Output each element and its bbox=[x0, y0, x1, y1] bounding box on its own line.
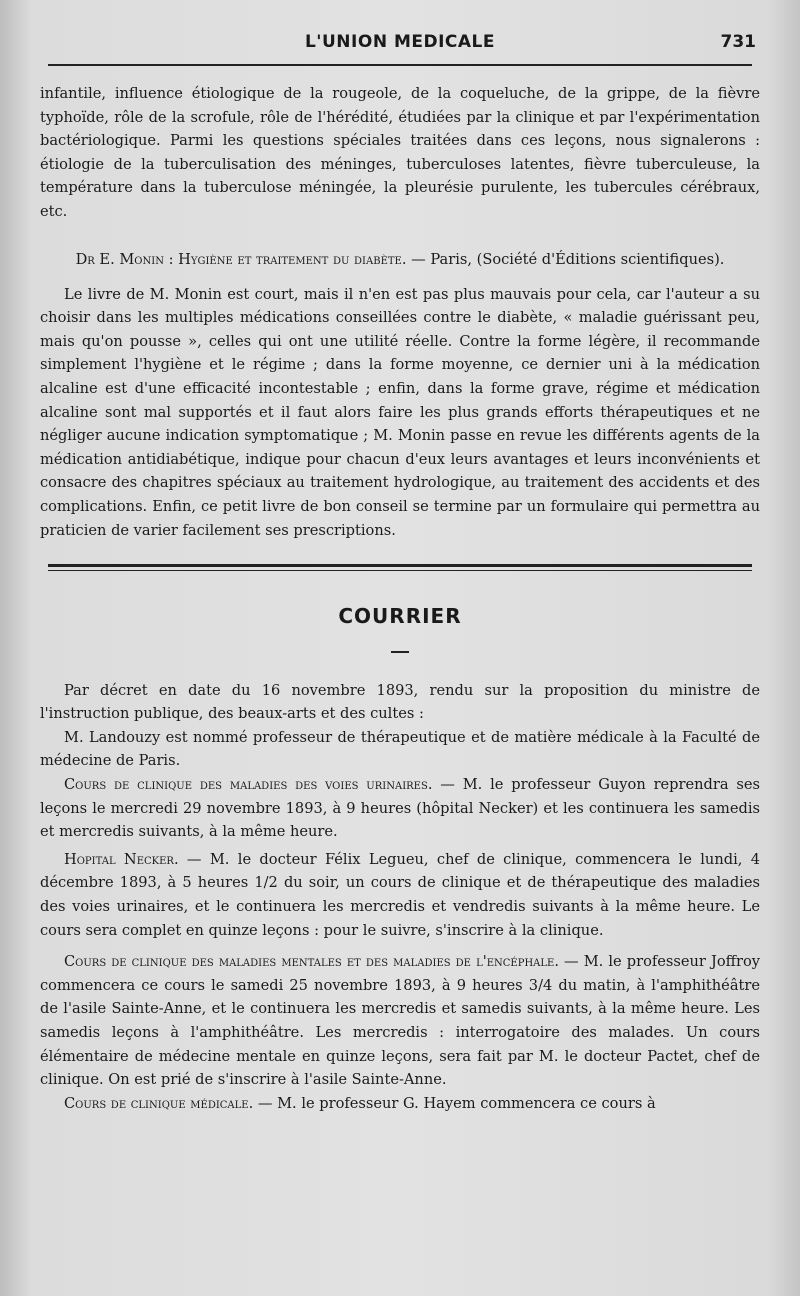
news-item-text: — M. le docteur Félix Legueu, chef de clinique, commencera le lundi, 4 décembre 1893, à 5 heures 1/2 du soir, un cours de clinique et de thérapeutique des maladies des voies urinaires, et le continuera les mercredis et vendredis suivants à la même heure. Le cours sera complet en quinze leçons : pour le suivre, s'inscrire à la clinique. bbox=[40, 850, 760, 939]
review-author: Dr E. Monin : bbox=[75, 250, 174, 268]
news-item-head: Cours de clinique des maladies des voies urinaires. bbox=[64, 776, 433, 794]
intro-paragraph: infantile, influence étiologique de la rougeole, de la coqueluche, de la grippe, de la fièvre typhoïde, rôle de la scrofule, rôle de l'hérédité, étudiées par la clinique et par l'expérimentation bactériologique. Parmi les questions spéciales traitées dans ces leçons, nous signalerons : étiologie de la tuberculisation des méninges, tuberculoses latentes, fièvre tuberculeuse, la température dans la tuberculose méningée, la pleurésie purulente, les tubercules cérébraux, etc. bbox=[40, 85, 760, 220]
review-publisher: — Paris, (Société d'Éditions scientifiques). bbox=[411, 250, 725, 268]
news-item-text: — M. le professeur Joffroy commencera ce cours le samedi 25 novembre 1893, à 9 heures 3/4 du matin, à l'amphithéâtre de l'asile Sainte-Anne, et le continuera les mercredis et samedis suivants, à la même heure. Les samedis leçons à l'amphithéâtre. Les mercredis : interrogatoire des malades. Un cours élémentaire de médecine mentale en quinze leçons, sera fait par M. le docteur Pactet, chef de clinique. On est prié de s'inscrire à l'asile Sainte-Anne. bbox=[40, 953, 760, 1089]
review-paragraph: Le livre de M. Monin est court, mais il n'en est pas plus mauvais pour cela, car l'auteur a su choisir dans les multiples médications conseillées contre le diabète, « maladie guérissant peu, mais qu'on pousse », celles qui ont une utilité réelle. Contre la forme légère, il recommande simplement l'hygiène et le régime ; dans la forme moyenne, ce dernier uni à la médication alcaline est d'une efficacité incontestable ; enfin, dans la forme grave, régime et médication alcaline sont mal supportés et il faut alors faire les plus grands efforts thérapeutiques et ne négliger aucune indication symptomatique ; M. Monin passe en revue les différents agents de la médication antidiabétique, indique pour chacun d'eux leurs avantages et leurs inconvénients et consacre des chapitres spéciaux au traitement hydrologique, au traitement des accidents et des complications. Enfin, ce petit livre de bon conseil se termine par un formulaire qui permettra au praticien de varier facilement ses prescriptions. bbox=[40, 285, 760, 539]
news-item bbox=[40, 1092, 760, 1116]
news-item bbox=[40, 773, 760, 844]
section-divider bbox=[48, 564, 752, 571]
news-item-text: — M. le professeur Guyon reprendra ses leçons le mercredi 29 novembre 1893, à 9 heures (hôpital Necker) et les continuera les samedis et mercredis suivants, à la même heure. bbox=[40, 776, 761, 841]
news-item bbox=[40, 848, 760, 942]
news-item-head: Hopital Necker. bbox=[64, 850, 179, 868]
heading-rule bbox=[391, 651, 409, 653]
page-number: 731 bbox=[720, 32, 756, 52]
review-book-title: Hygiène et traitement du diabète. bbox=[178, 250, 407, 268]
landouzy-paragraph: M. Landouzy est nommé professeur de thérapeutique et de matière médicale à la Faculté de médecine de Paris. bbox=[40, 728, 760, 770]
news-item-head: Cours de clinique médicale. bbox=[64, 1094, 254, 1112]
body-text bbox=[40, 82, 760, 1115]
section-heading: COURRIER bbox=[338, 604, 462, 629]
page-header bbox=[40, 28, 760, 58]
book-review-title bbox=[40, 248, 760, 271]
running-title: L'UNION MEDICALE bbox=[304, 32, 496, 52]
news-item-head: Cours de clinique des maladies mentales et des maladies de l'encéphale. bbox=[64, 953, 559, 971]
decree-paragraph: Par décret en date du 16 novembre 1893, rendu sur la proposition du ministre de l'instruction publique, des beaux-arts et des cultes : bbox=[40, 681, 760, 723]
header-rule bbox=[48, 64, 752, 66]
news-item bbox=[40, 950, 760, 1092]
news-item-text: — M. le professeur G. Hayem commencera ce cours à bbox=[253, 1094, 656, 1112]
